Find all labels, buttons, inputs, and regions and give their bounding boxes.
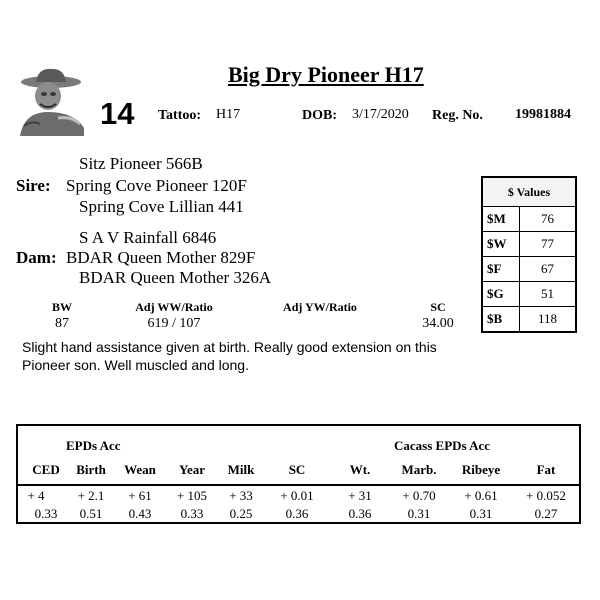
- cowboy-photo: [18, 66, 88, 136]
- epd-col-ced: CED: [32, 462, 60, 477]
- epd-value: + 0.70: [402, 488, 436, 503]
- dollar-values-table: [481, 176, 577, 333]
- reg-no-value: 19981884: [515, 107, 571, 122]
- dam-sire: S A V Rainfall 6846: [79, 228, 217, 247]
- comments-text: Slight hand assistance given at birth. Really good extension on this Pioneer son. Well muscled and long.: [22, 339, 437, 373]
- bw-value: 87: [55, 316, 69, 331]
- dollar-value-label: $M: [482, 207, 520, 232]
- sire-label: Sire:: [16, 176, 51, 195]
- epd-value: + 0.01: [280, 488, 314, 503]
- table-row: [482, 307, 576, 333]
- tattoo-value: H17: [216, 107, 241, 122]
- dollar-value-label: $G: [482, 282, 520, 307]
- epd-col-sc: SC: [288, 462, 306, 477]
- dollar-value: 67: [520, 257, 577, 282]
- carcass-epd-group-label: Cacass EPDs Acc: [394, 438, 491, 453]
- animal-name-title: Big Dry Pioneer H17: [228, 62, 424, 87]
- sc-value: 34.00: [422, 316, 454, 331]
- epd-value: + 0.052: [526, 488, 566, 503]
- dollar-value: 77: [520, 232, 577, 257]
- epd-accuracy: 0.36: [348, 506, 372, 521]
- dollar-value-label: $W: [482, 232, 520, 257]
- dam-label: Dam:: [16, 248, 57, 267]
- epd-col-ribeye: Ribeye: [461, 462, 501, 477]
- dob-value: 3/17/2020: [352, 107, 409, 122]
- dob-label: DOB:: [302, 108, 337, 123]
- epd-accuracy: 0.33: [180, 506, 204, 521]
- epd-group-label: EPDs Acc: [66, 438, 121, 453]
- dollar-value-label: $B: [482, 307, 520, 333]
- adj-yw-label: Adj YW/Ratio: [283, 300, 357, 314]
- epd-accuracy: 0.31: [407, 506, 431, 521]
- table-row: [482, 232, 576, 257]
- sire-sire: Sitz Pioneer 566B: [79, 154, 203, 173]
- epd-col-marb: Marb.: [401, 462, 437, 477]
- reg-no-label: Reg. No.: [432, 108, 483, 123]
- epd-value: + 105: [176, 488, 208, 503]
- epd-accuracy: 0.27: [534, 506, 558, 521]
- sire-dam: Spring Cove Lillian 441: [79, 197, 244, 216]
- epd-col-year: Year: [179, 462, 205, 477]
- bw-label: BW: [51, 300, 72, 314]
- epd-value: + 4: [27, 488, 45, 503]
- dollar-value: 118: [520, 307, 577, 333]
- adj-ww-value: 619 / 107: [147, 316, 201, 331]
- dollar-value: 76: [520, 207, 577, 232]
- epd-col-milk: Milk: [227, 462, 255, 477]
- epd-col-wean: Wean: [124, 462, 156, 477]
- dollar-value-label: $F: [482, 257, 520, 282]
- epd-table: [16, 424, 581, 524]
- epd-header-rule: [18, 484, 579, 486]
- sc-label: SC: [430, 300, 446, 314]
- epd-value: + 61: [128, 488, 152, 503]
- epd-value: + 2.1: [77, 488, 105, 503]
- epd-accuracy: 0.36: [285, 506, 309, 521]
- epd-value: + 33: [229, 488, 253, 503]
- tattoo-label: Tattoo:: [158, 108, 202, 123]
- epd-accuracy: 0.25: [229, 506, 253, 521]
- epd-col-wt: Wt.: [349, 462, 371, 477]
- epd-value: + 0.61: [464, 488, 498, 503]
- dam-dam: BDAR Queen Mother 326A: [79, 268, 272, 287]
- adj-ww-label: Adj WW/Ratio: [135, 300, 213, 314]
- sire-name: Spring Cove Pioneer 120F: [66, 176, 247, 195]
- epd-accuracy: 0.51: [79, 506, 103, 521]
- dam-name: BDAR Queen Mother 829F: [66, 248, 256, 267]
- epd-value: + 31: [348, 488, 372, 503]
- epd-accuracy: 0.43: [128, 506, 152, 521]
- dollar-values-header: $ Values: [482, 177, 576, 207]
- epd-col-fat: Fat: [536, 462, 556, 477]
- table-row: [482, 257, 576, 282]
- lot-number: 14: [100, 96, 135, 131]
- epd-accuracy: 0.31: [469, 506, 493, 521]
- dollar-value: 51: [520, 282, 577, 307]
- table-row: [482, 207, 576, 232]
- epd-accuracy: 0.33: [34, 506, 58, 521]
- table-row: [482, 282, 576, 307]
- epd-col-birth: Birth: [76, 462, 106, 477]
